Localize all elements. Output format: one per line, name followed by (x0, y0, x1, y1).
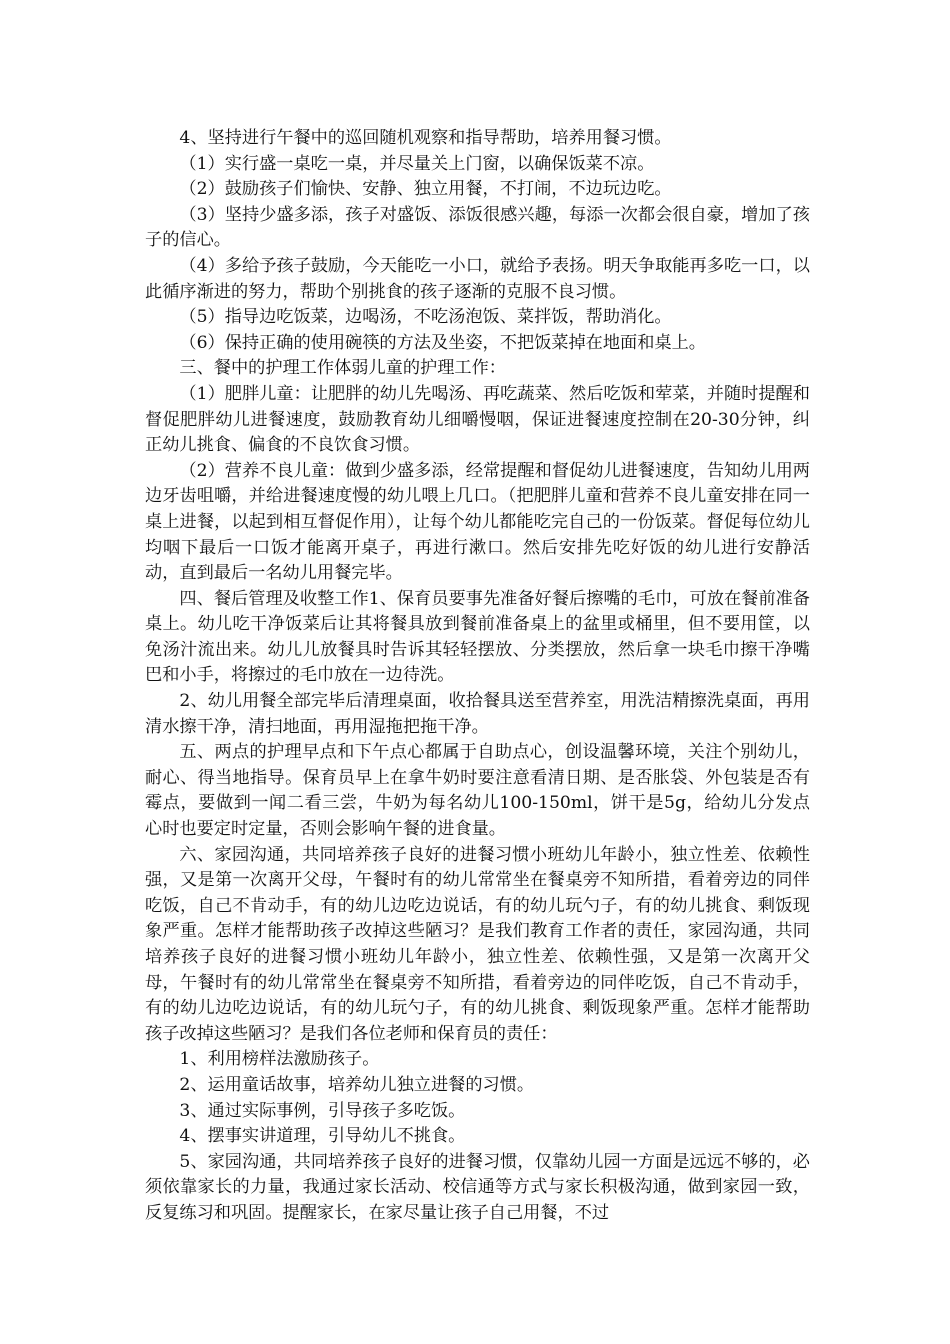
list-item-parent-communication: 5、家园沟通，共同培养孩子良好的进餐习惯，仅靠幼儿园一方面是远远不够的，必须依靠家长的力量，我通过家长活动、校信通等方式与家长积极沟通，做到家园一致，反复练习和巩固。提醒家长，在家尽量让孩子自己用餐，不过 (145, 1151, 810, 1223)
paragraph-quiet-eating: （2）鼓励孩子们愉快、安静、独立用餐，不打闹，不边玩边吃。 (179, 179, 672, 200)
paragraph-eat-with-soup: （5）指导边吃饭菜，边喝汤，不吃汤泡饭、菜拌饭，帮助消化。 (179, 307, 672, 328)
paragraph-small-portions: （3）坚持少盛多添，孩子对盛饭、添饭很感兴趣，每添一次都会很自豪，增加了孩子的信心。 (145, 204, 810, 251)
paragraph-serve-by-table: （1）实行盛一桌吃一桌，并尽量关上门窗，以确保饭菜不凉。 (179, 153, 655, 174)
paragraph-after-meal: 四、餐后管理及收整工作1、保育员要事先准备好餐后擦嘴的毛巾，可放在餐前准备桌上。幼儿吃干净饭菜后让其将餐具放到餐前准备桌上的盆里或桶里，但不要用筐，以免汤汁流出来。幼儿儿放餐具时告诉其轻轻摆放、分类摆放，然后拿一块毛巾擦干净嘴巴和小手，将擦过的毛巾放在一边待洗。 (145, 588, 810, 686)
paragraph-snacks: 五、两点的护理早点和下午点心都属于自助点心，创设温馨环境，关注个别幼儿，耐心、得当地指导。保育员早上在拿牛奶时要注意看清日期、是否胀袋、外包装是否有霉点，要做到一闻二看三尝，牛奶为每名幼儿100-150ml，饼干是5g，给幼儿分发点心时也要定时定量，否则会影响午餐的进食量。 (145, 742, 810, 840)
list-item-reasoning: 4、摆事实讲道理，引导幼儿不挑食。 (179, 1126, 466, 1147)
paragraph-home-school: 六、家园沟通，共同培养孩子良好的进餐习惯小班幼儿年龄小，独立性差、依赖性强，又是第一次离开父母，午餐时有的幼儿常常坐在餐桌旁不知所措，看着旁边的同伴吃饭，自己不肯动手，有的幼儿边吃边说话，有的幼儿玩勺子，有的幼儿挑食、剩饭现象严重。怎样才能帮助孩子改掉这些陋习？是我们教育工作者的责任，家园沟通，共同培养孩子良好的进餐习惯小班幼儿年龄小，独立性差、依赖性强，又是第一次离开父母，午餐时有的幼儿常常坐在餐桌旁不知所措，看着旁边的同伴吃饭，自己不肯动手，有的幼儿边吃边说话，有的幼儿玩勺子，有的幼儿挑食、剩饭现象严重。怎样才能帮助孩子改掉这些陋习？是我们各位老师和保育员的责任： (145, 844, 810, 1044)
list-item-role-model: 1、利用榜样法激励孩子。 (179, 1049, 380, 1070)
list-item-fairy-tales: 2、运用童话故事，培养幼儿独立进餐的习惯。 (179, 1074, 535, 1095)
paragraph-obese-children: （1）肥胖儿童：让肥胖的幼儿先喝汤、再吃蔬菜、然后吃饭和荤菜，并随时提醒和督促肥胖幼儿进餐速度，鼓励教育幼儿细嚼慢咽，保证进餐速度控制在20-30分钟，纠正幼儿挑食、偏食的不良饮食习惯。 (145, 383, 810, 456)
paragraph-posture: （6）保持正确的使用碗筷的方法及坐姿，不把饭菜掉在地面和桌上。 (179, 332, 706, 353)
paragraph-malnourished-children: （2）营养不良儿童：做到少盛多添，经常提醒和督促幼儿进餐速度，告知幼儿用两边牙齿咀嚼，并给进餐速度慢的幼儿喂上几口。（把肥胖儿童和营养不良儿童安排在同一桌上进餐，以起到相互督促作用），让每个幼儿都能吃完自己的一份饭菜。督促每位幼儿均咽下最后一口饭才能离开桌子，再进行漱口。然后安排先吃好饭的幼儿进行安静活动，直到最后一名幼儿用餐完毕。 (145, 460, 810, 584)
paragraph-cleanup: 2、幼儿用餐全部完毕后清理桌面，收拾餐具送至营养室，用洗洁精擦洗桌面，再用清水擦干净，清扫地面，再用湿拖把拖干净。 (145, 691, 810, 737)
paragraph-encouragement: （4）多给予孩子鼓励，今天能吃一小口，就给予表扬。明天争取能再多吃一口，以此循序渐进的努力，帮助个别挑食的孩子逐渐的克服不良习惯。 (145, 255, 810, 302)
paragraph-lunch-guidance: 4、坚持进行午餐中的巡回随机观察和指导帮助，培养用餐习惯。 (179, 128, 672, 148)
list-item-real-examples: 3、通过实际事例，引导孩子多吃饭。 (179, 1100, 466, 1121)
section-heading-weak-children: 三、餐中的护理工作体弱儿童的护理工作： (179, 358, 506, 379)
document-body (145, 126, 810, 1227)
